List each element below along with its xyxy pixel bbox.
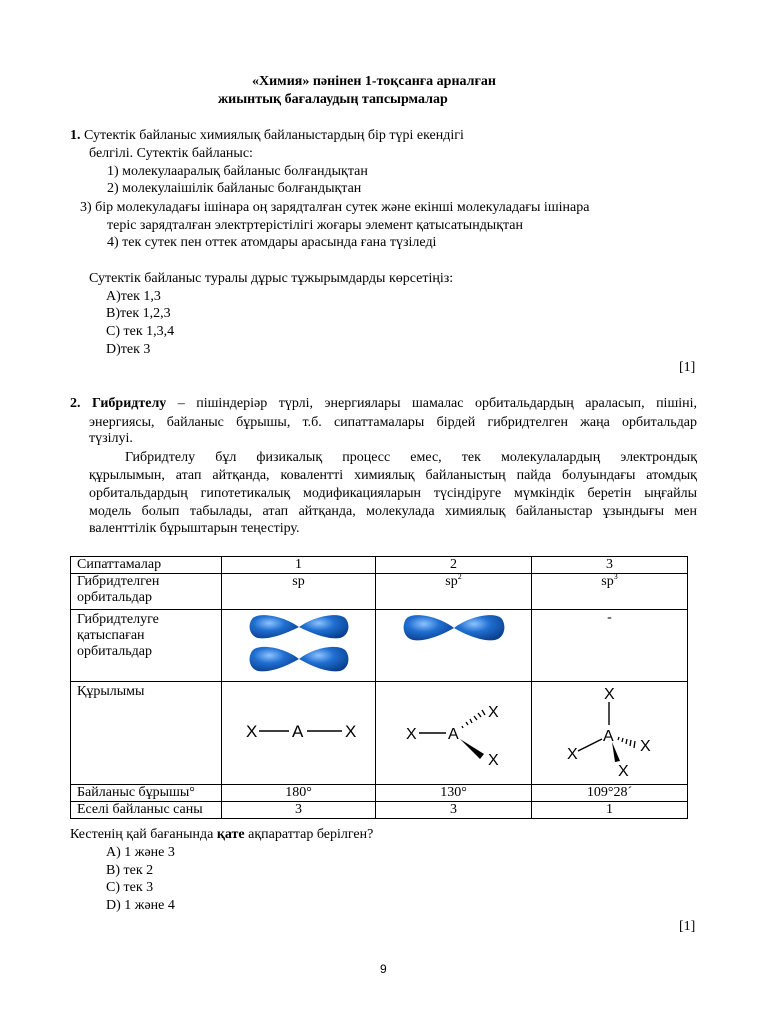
q2-prompt-bold: қате — [216, 827, 245, 842]
multi-bond-label: Еселі байланыс саны — [71, 802, 222, 819]
q2-score: [1] — [679, 919, 696, 934]
table-header-cell: 1 — [222, 557, 376, 574]
hybrid-sup: 2 — [457, 572, 462, 581]
linear-structure-diagram — [222, 682, 376, 779]
q2-prompt-post: ақпараттар берілген? — [244, 827, 374, 842]
q1-answer-d: D)тек 3 — [106, 342, 151, 357]
q1-stem-line-2: белгілі. Сутектік байланыс: — [89, 146, 253, 161]
q2-para2-line-5: валенттілік бұрыштарын теңестіру. — [89, 521, 300, 536]
multi-bond-value: 3 — [222, 802, 376, 819]
q2-answer-d: D) 1 және 4 — [106, 898, 175, 913]
hybrid-value: sp — [445, 574, 458, 589]
nonhybrid-label-2: қатыспаған — [77, 628, 145, 643]
q2-term: Гибридтелу — [91, 396, 167, 411]
wedge-bond — [612, 742, 620, 762]
q2-number: 2. — [70, 396, 81, 411]
q2-definition: – пішіндеріәр түрлі, энергиялары шамалас орбитальдардың араласып, пішіні, — [166, 396, 697, 411]
hybrid-sup: 3 — [613, 572, 618, 581]
nonhybrid-label-3: орбитальдар — [77, 644, 152, 659]
q2-para2-line-1: Гибридтелу бұл физикалық процесс емес, тек молекулалардың электрондық — [125, 450, 697, 465]
q2-para2-line-3: орбитальдардың гипотетикалық модификацияларын түсіндіруге мүмкіндік беретін ыңғайлы — [89, 486, 697, 501]
hybrid-value: sp — [292, 574, 305, 589]
table-row — [71, 682, 688, 785]
q1-answer-a: A)тек 1,3 — [106, 289, 161, 304]
table-header-cell: Сипаттамалар — [71, 557, 222, 574]
p-orbital-icon — [376, 610, 532, 676]
atom-label-x: X — [604, 686, 615, 703]
q1-score: [1] — [679, 360, 696, 375]
atom-label-x: X — [406, 726, 417, 743]
q1-answer-c: C) тек 1,3,4 — [106, 324, 175, 339]
hybrid-cell — [376, 574, 532, 610]
p-orbitals-cell-2 — [376, 610, 532, 682]
atom-label-a: A — [448, 726, 459, 743]
q2-answer-c: C) тек 3 — [106, 880, 154, 895]
structure-trigonal-cell — [376, 682, 532, 785]
table-header-cell: 3 — [532, 557, 688, 574]
orbital-lobe — [299, 615, 348, 638]
hybrid-value: sp — [601, 574, 614, 589]
angle-value: 180° — [222, 785, 376, 802]
trigonal-structure-diagram — [376, 682, 532, 779]
q2-answer-a: A) 1 және 3 — [106, 845, 175, 860]
table-row — [71, 785, 688, 802]
nonhybrid-label-1: Гибридтелуге — [77, 612, 159, 627]
q1-number: 1. — [70, 128, 81, 143]
hashed-bond — [462, 710, 485, 728]
q1-option-3-cont: теріс зарядталған электртерістілігі жоғары элемент қатысатындықтан — [107, 218, 524, 233]
atom-label-x: X — [567, 746, 578, 763]
table-row — [71, 610, 688, 682]
q2-para2-line-4: модель болып табылады, атап айтқанда, молекулада химиялық байланыстар ұзындығы мен — [89, 504, 697, 519]
hybridization-table — [70, 556, 688, 819]
page-number: 9 — [380, 962, 387, 976]
atom-label-x: X — [246, 722, 258, 741]
orbital-lobe — [250, 615, 299, 638]
wedge-bond — [460, 739, 484, 759]
q2-para2-line-2: құрылымын, атап айтқанда, ковалентті химиялық байланыстың пайда болуындағы атомдық — [89, 468, 697, 483]
bond-line — [578, 739, 602, 751]
hybrid-label-cell — [71, 574, 222, 610]
q2-prompt — [70, 827, 373, 843]
table-row — [71, 802, 688, 819]
q2-prompt-pre: Кестенің қай бағанында — [70, 827, 217, 842]
hybrid-cell — [532, 574, 688, 610]
orbital-lobe — [454, 615, 504, 640]
table-row — [71, 574, 688, 610]
structure-linear-cell — [222, 682, 376, 785]
table-row — [71, 557, 688, 574]
atom-label-a: A — [603, 728, 614, 745]
atom-label-x: X — [640, 738, 651, 755]
hashed-bond — [618, 737, 635, 748]
orbital-lobe — [404, 615, 454, 640]
q1-option-3: 3) бір молекуладағы ішінара оң зарядталған сутек және екінші молекуладағы ішінара — [80, 200, 590, 215]
angle-value: 109°28´ — [532, 785, 688, 802]
q1-option-1: 1) молекулааралық байланыс болғандықтан — [107, 164, 368, 179]
angle-value: 130° — [376, 785, 532, 802]
q1-prompt: Сутектік байланыс туралы дұрыс тұжырымдарды көрсетіңіз: — [89, 271, 454, 286]
tetrahedral-structure-diagram — [532, 682, 688, 779]
structure-label: Құрылымы — [71, 682, 222, 785]
hybrid-cell — [222, 574, 376, 610]
multi-bond-value: 1 — [532, 802, 688, 819]
p-orbitals-cell-3: - — [532, 610, 688, 682]
q1-stem-line-1 — [70, 128, 464, 144]
p-orbitals-cell-1 — [222, 610, 376, 682]
orbital-lobe — [299, 647, 348, 672]
q1-stem-text: Сутектік байланыс химиялық байланыстардың бір түрі екендігі — [84, 128, 464, 143]
q1-answer-b: B)тек 1,2,3 — [106, 306, 171, 321]
q1-option-2: 2) молекулаішілік байланыс болғандықтан — [107, 181, 362, 196]
atom-label-x: X — [488, 752, 499, 769]
double-p-orbital-icon — [222, 610, 376, 676]
q2-answer-b: B) тек 2 — [106, 863, 154, 878]
atom-label-x: X — [488, 704, 499, 721]
q1-option-4: 4) тек сутек пен оттек атомдары арасында ғана түзіледі — [107, 235, 437, 250]
atom-label-x: X — [618, 763, 629, 779]
title-line-2: жиынтық бағалаудың тапсырмалар — [218, 92, 448, 107]
atom-label-a: A — [292, 722, 304, 741]
nonhybrid-label-cell — [71, 610, 222, 682]
hybrid-label-1: Гибридтелген — [77, 574, 160, 589]
table-header-cell: 2 — [376, 557, 532, 574]
structure-tetrahedral-cell — [532, 682, 688, 785]
q2-line-3: түзілуі. — [89, 431, 133, 446]
q2-line-1 — [70, 396, 697, 412]
atom-label-x: X — [345, 722, 357, 741]
angle-label: Байланыс бұрышы° — [71, 785, 222, 802]
q2-line-2: энергиясы, байланыс бұрышы, т.б. сипаттамалары бірдей гибридтелген жаңа орбитальдар — [89, 415, 697, 430]
multi-bond-value: 3 — [376, 802, 532, 819]
orbital-lobe — [250, 647, 299, 672]
hybrid-label-2: орбитальдар — [77, 590, 152, 605]
title-line-1: «Химия» пәнінен 1-тоқсанға арналған — [252, 74, 496, 89]
